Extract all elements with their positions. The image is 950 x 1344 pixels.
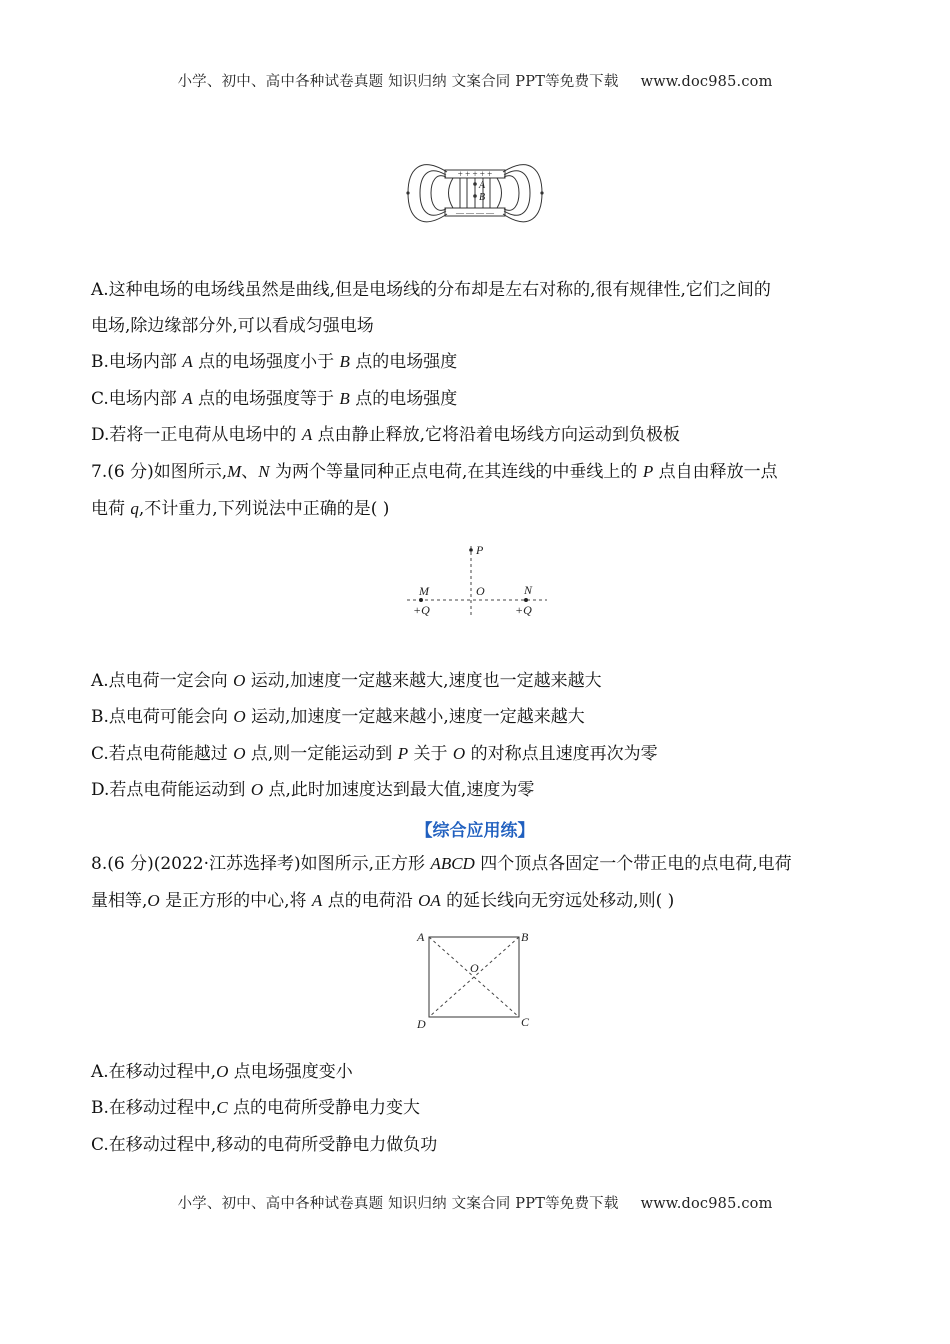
parallel-plate-field-figure <box>400 150 550 242</box>
q8-stem-line2: 量相等,O 是正方形的中心,将 A 点的电荷沿 OA 的延长线向无穷远处移动,则( ) <box>91 891 675 911</box>
section-heading: 【综合应用练】 <box>415 821 535 841</box>
q6-option-d: D.若将一正电荷从电场中的 A 点由静止释放,它将沿着电场线方向运动到负极板 <box>91 425 681 445</box>
vertex-c-label: C <box>521 1015 530 1029</box>
q7-option-d: D.若点电荷能运动到 O 点,此时加速度达到最大值,速度为零 <box>91 780 535 800</box>
header-text: 小学、初中、高中各种试卷真题 知识归纳 文案合同 PPT等免费下载 <box>177 74 619 90</box>
vertex-d-label: D <box>417 1017 426 1031</box>
point-p-dot <box>469 548 473 552</box>
plate-minus-signs: — — — — <box>456 208 494 217</box>
q7-option-c: C.若点电荷能越过 O 点,则一定能运动到 P 关于 O 的对称点且速度再次为零 <box>91 744 658 764</box>
vertex-b-label: B <box>521 930 529 944</box>
n-charge-label: +Q <box>515 603 532 617</box>
q7-option-a: A.点电荷一定会向 O 运动,加速度一定越来越大,速度也一定越来越大 <box>91 671 602 691</box>
footer-text: 小学、初中、高中各种试卷真题 知识归纳 文案合同 PPT等免费下载 <box>177 1196 619 1212</box>
q8-option-c: C.在移动过程中,移动的电荷所受静电力做负功 <box>91 1135 438 1155</box>
q8-square-figure <box>415 928 535 1032</box>
header-site: www.doc985.com <box>640 74 773 90</box>
q7-stem-line1: 7.(6 分)如图所示,M、N 为两个等量同种正点电荷,在其连线的中垂线上的 P 点自由释放一点 <box>91 462 778 482</box>
m-label: M <box>419 584 429 598</box>
q7-charges-figure <box>405 540 550 620</box>
q6-option-a-line1: A.这种电场的电场线虽然是曲线,但是电场线的分布却是左右对称的,很有规律性,它们之间的 <box>91 280 771 300</box>
m-charge-label: +Q <box>413 603 430 617</box>
plate-plus-signs: + + + + + <box>457 169 493 179</box>
q8-stem-line1: 8.(6 分)(2022·江苏选择考)如图所示,正方形 ABCD 四个顶点各固定一个带正电的点电荷,电荷 <box>91 854 792 874</box>
point-a-label: A <box>479 180 486 191</box>
q6-option-c: C.电场内部 A 点的电场强度等于 B 点的电场强度 <box>91 389 458 409</box>
point-b-label: B <box>479 192 486 203</box>
p-label: P <box>476 543 484 557</box>
n-label: N <box>524 583 533 597</box>
page-header <box>0 70 950 91</box>
q6-option-a-line2: 电场,除边缘部分外,可以看成匀强电场 <box>91 316 374 336</box>
charge-n-dot <box>524 598 528 602</box>
vertex-a-label: A <box>417 930 425 944</box>
page-footer <box>0 1192 950 1213</box>
q7-stem-line2: 电荷 q,不计重力,下列说法中正确的是( ) <box>91 499 390 519</box>
q8-option-b: B.在移动过程中,C 点的电荷所受静电力变大 <box>91 1098 421 1118</box>
footer-site: www.doc985.com <box>640 1196 773 1212</box>
charge-m-dot <box>419 598 423 602</box>
q8-option-a: A.在移动过程中,O 点电场强度变小 <box>91 1062 353 1082</box>
q6-option-b: B.电场内部 A 点的电场强度小于 B 点的电场强度 <box>91 352 458 372</box>
o-label: O <box>476 584 485 598</box>
center-o-label: O <box>470 961 479 975</box>
q7-option-b: B.点电荷可能会向 O 运动,加速度一定越来越小,速度一定越来越大 <box>91 707 585 727</box>
